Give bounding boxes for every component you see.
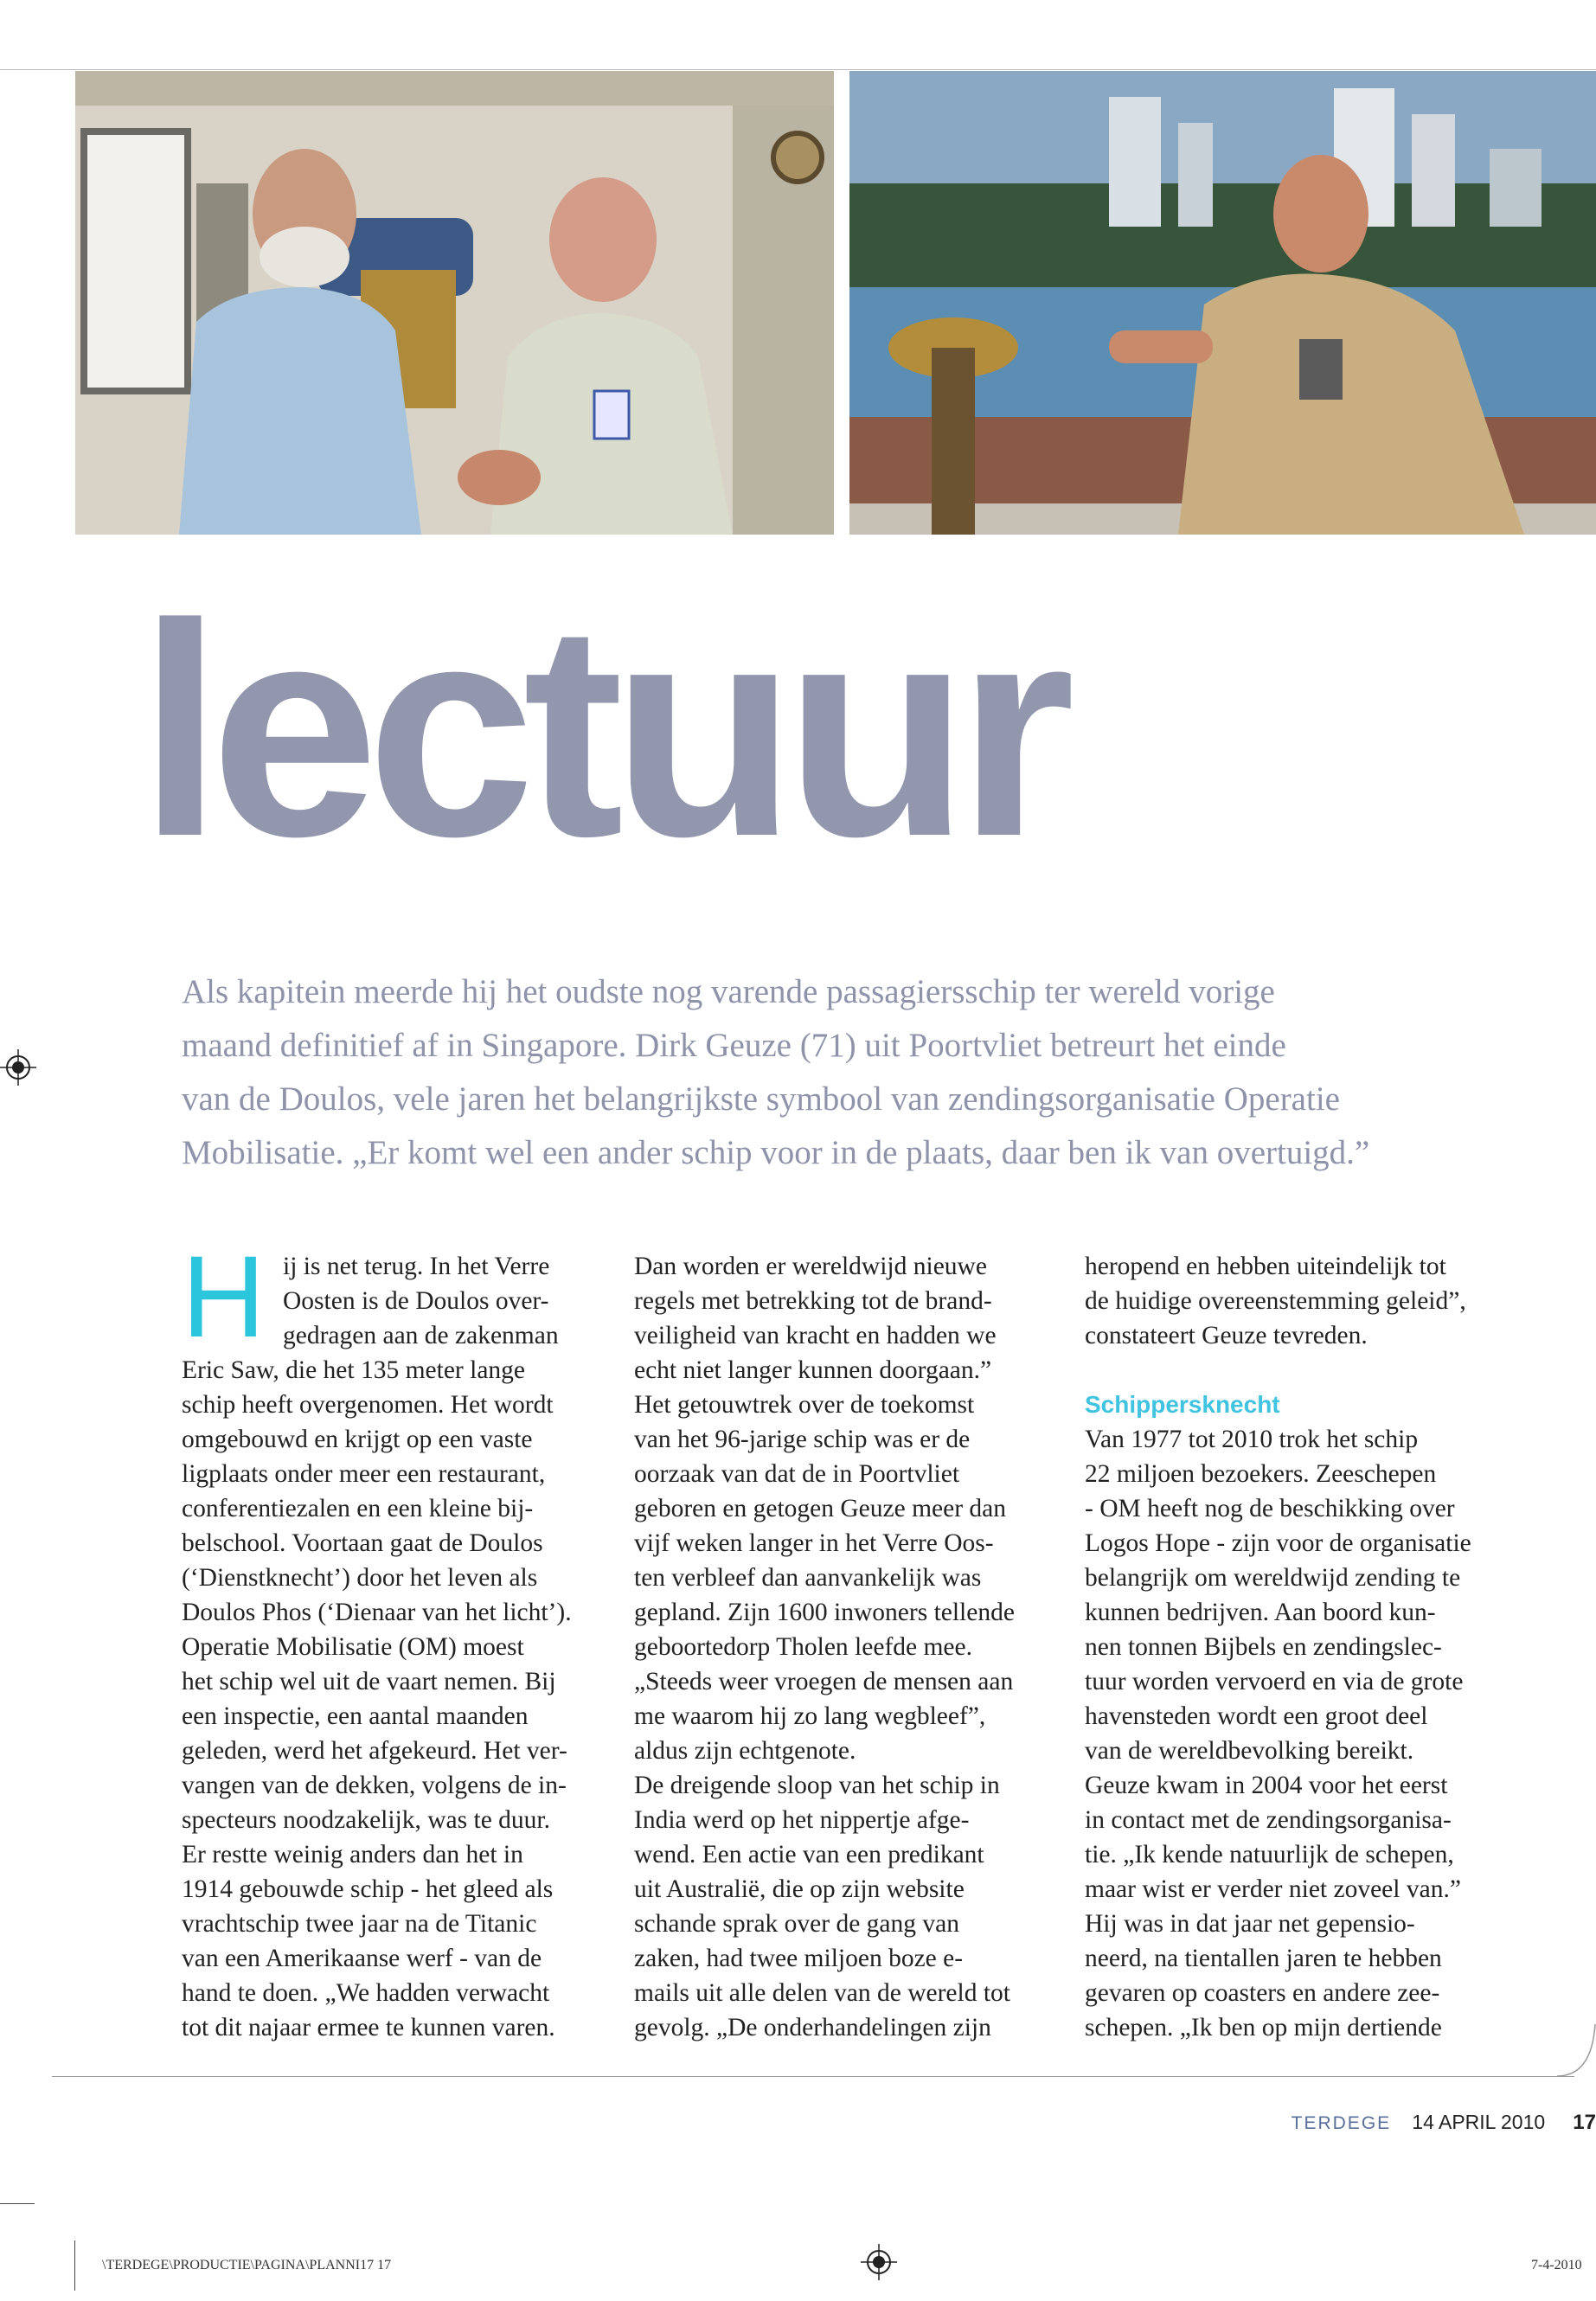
body-line: een inspectie, een aantal maanden (182, 1702, 529, 1730)
headline: lectuur (138, 561, 1063, 900)
intro-line: Mobilisatie. „Er komt wel een ander schip voor in de plaats, daar ben ik van overtuigd.” (182, 1134, 1370, 1171)
body-line: India werd op het nippertje afge- (634, 1806, 970, 1834)
body-line: maar wist er verder niet zoveel van.” (1085, 1875, 1461, 1903)
body-line: belschool. Voortaan gaat de Doulos (182, 1529, 543, 1557)
body-line: schepen. „Ik ben op mijn dertiende (1085, 2014, 1442, 2041)
body-line: me waarom hij zo lang wegbleef”, (634, 1702, 986, 1730)
dropcap: H (182, 1233, 266, 1362)
body-line: gevolg. „De onderhandelingen zijn (634, 2014, 991, 2041)
body-line: nen tonnen Bijbels en zendingslec- (1085, 1633, 1442, 1661)
blank-line (1085, 1353, 1517, 1388)
body-line: neerd, na tientallen jaren te hebben (1085, 1945, 1442, 1972)
body-line: kunnen bedrijven. Aan boord kun- (1085, 1599, 1436, 1626)
body-line: Eric Saw, die het 135 meter lange (182, 1356, 526, 1384)
body-line: Oosten is de Doulos over- (283, 1287, 549, 1315)
body-line: geboren en getogen Geuze meer dan (634, 1495, 1006, 1522)
body-line: constateert Geuze tevreden. (1085, 1322, 1368, 1349)
body-line: vangen van de dekken, volgens de in- (182, 1772, 567, 1799)
body-line: Er restte weinig anders dan het in (182, 1841, 523, 1868)
body-line: veiligheid van kracht en hadden we (634, 1322, 997, 1349)
article-column-1 (182, 1233, 614, 2045)
photo-handshake-image (75, 71, 834, 535)
registration-mark-icon (861, 2244, 897, 2280)
intro-line: maand definitief af in Singapore. Dirk Geuze (71) uit Poortvliet betreurt het einde (182, 1027, 1286, 1064)
top-rule (0, 69, 1596, 70)
body-line: specteurs noodzakelijk, was te duur. (182, 1806, 550, 1834)
body-line: schip heeft overgenomen. Het wordt (182, 1391, 554, 1419)
article-column-3 (1085, 1249, 1517, 2045)
slug-date: 7-4-2010 (1531, 2258, 1582, 2272)
subheading: Schippersknecht (1085, 1391, 1280, 1418)
photo-captain-image (849, 71, 1596, 535)
body-line: uit Australië, die op zijn website (634, 1875, 965, 1903)
body-line: „Steeds weer vroegen de mensen aan (634, 1668, 1014, 1695)
body-line: 22 miljoen bezoekers. Zeeschepen (1085, 1460, 1437, 1488)
body-line: belangrijk om wereldwijd zending te (1085, 1564, 1461, 1592)
photo-left (75, 71, 834, 535)
body-line: gepland. Zijn 1600 inwoners tellende (634, 1599, 1015, 1626)
article-column-2 (634, 1249, 1067, 2045)
body-line: Van 1977 tot 2010 trok het schip (1085, 1426, 1419, 1453)
body-line: geboortedorp Tholen leefde mee. (634, 1633, 972, 1661)
body-line: van het 96-jarige schip was er de (634, 1426, 971, 1453)
body-line: Het getouwtrek over de toekomst (634, 1391, 975, 1419)
body-line: van een Amerikaanse werf - van de (182, 1945, 542, 1972)
body-line: Hij was in dat jaar net gepensio- (1085, 1910, 1415, 1938)
body-line: havensteden wordt een groot deel (1085, 1702, 1428, 1730)
body-line: hand te doen. „We hadden verwacht (182, 1979, 550, 2007)
page-number: 17 (1573, 2111, 1596, 2134)
body-line: mails uit alle delen van de wereld tot (634, 1979, 1010, 2007)
body-line: 1914 gebouwde schip - het gleed als (182, 1875, 554, 1903)
body-line: regels met betrekking tot de brand- (634, 1287, 992, 1315)
body-line: heropend en hebben uiteindelijk tot (1085, 1253, 1446, 1280)
body-line: echt niet langer kunnen doorgaan.” (634, 1356, 992, 1384)
body-line: schande sprak over de gang van (634, 1910, 959, 1938)
body-line: van de wereldbevolking bereikt. (1085, 1737, 1414, 1765)
body-line: oorzaak van dat de in Poortvliet (634, 1460, 960, 1488)
intro-line: van de Doulos, vele jaren het belangrijkste symbool van zendingsorganisatie Operatie (182, 1080, 1340, 1118)
body-line: Operatie Mobilisatie (OM) moest (182, 1633, 524, 1661)
body-line: Doulos Phos (‘Dienaar van het licht’). (182, 1599, 572, 1626)
bottom-rule (52, 2076, 1574, 2077)
body-line: Logos Hope - zijn voor de organisatie (1085, 1529, 1471, 1557)
magazine-name: TERDEGE (1291, 2113, 1392, 2133)
slug-path: \TERDEGE\PRODUCTIE\PAGINA\PLANNI17 17 (102, 2258, 392, 2272)
body-line: in contact met de zendingsorganisa- (1085, 1806, 1452, 1834)
body-line: geleden, werd het afgekeurd. Het ver- (182, 1737, 567, 1765)
body-line: De dreigende sloop van het schip in (634, 1772, 1000, 1799)
crop-mark (0, 2203, 35, 2204)
body-line: gevaren op coasters en andere zee- (1085, 1979, 1440, 2007)
body-line: ten verbleef dan aanvankelijk was (634, 1564, 982, 1592)
intro-paragraph (182, 965, 1531, 1180)
body-line: tuur worden vervoerd en via de grote (1085, 1668, 1464, 1695)
registration-mark-icon (0, 1049, 36, 1086)
body-line: ligplaats onder meer een restaurant, (182, 1460, 546, 1488)
body-line: tot dit najaar ermee te kunnen varen. (182, 2014, 555, 2041)
body-line: vrachtschip twee jaar na de Titanic (182, 1910, 537, 1938)
body-line: gedragen aan de zakenman (283, 1322, 559, 1349)
body-line: omgebouwd en krijgt op een vaste (182, 1426, 533, 1453)
body-line: conferentiezalen en een kleine bij- (182, 1495, 534, 1522)
body-line: (‘Dienstknecht’) door het leven als (182, 1564, 538, 1592)
body-line: - OM heeft nog de beschikking over (1085, 1495, 1455, 1522)
body-line: de huidige overeenstemming geleid”, (1085, 1287, 1466, 1315)
body-line: ij is net terug. In het Verre (283, 1253, 550, 1280)
body-line: het schip wel uit de vaart nemen. Bij (182, 1668, 556, 1695)
body-line: wend. Een actie van een predikant (634, 1841, 984, 1868)
photo-right (849, 71, 1596, 535)
intro-line: Als kapitein meerde hij het oudste nog varende passagiersschip ter wereld vorige (182, 973, 1275, 1010)
folio (1292, 2111, 1596, 2135)
page-curl-icon (1557, 2024, 1596, 2078)
issue-date: 14 APRIL 2010 (1412, 2111, 1546, 2133)
body-line: Dan worden er wereldwijd nieuwe (634, 1253, 987, 1280)
crop-mark (74, 2240, 75, 2291)
body-line: Geuze kwam in 2004 voor het eerst (1085, 1772, 1448, 1799)
body-line: aldus zijn echtgenote. (634, 1737, 856, 1765)
body-line: zaken, had twee miljoen boze e- (634, 1945, 964, 1972)
body-line: tie. „Ik kende natuurlijk de schepen, (1085, 1841, 1454, 1868)
body-line: vijf weken langer in het Verre Oos- (634, 1529, 994, 1557)
